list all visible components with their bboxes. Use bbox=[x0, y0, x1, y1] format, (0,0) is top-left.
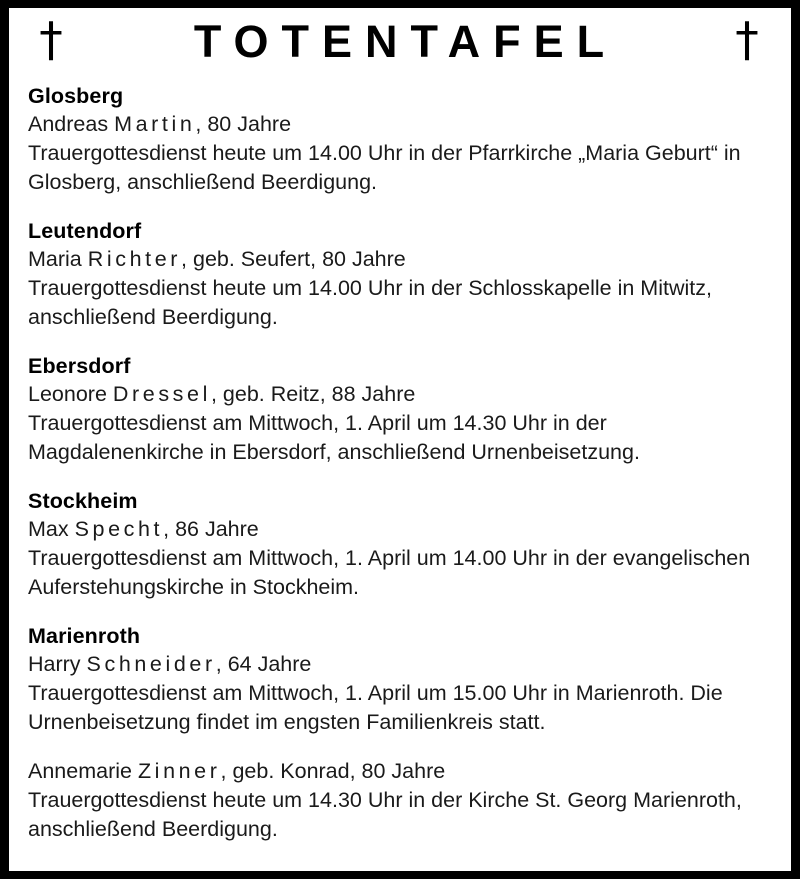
obituary-entries-list bbox=[9, 72, 791, 844]
obituary-entry bbox=[28, 352, 777, 467]
deceased-name-line bbox=[28, 245, 777, 274]
service-details: Trauergottesdienst heute um 14.30 Uhr in der Kirche St. Georg Marienroth, anschließend Beerdigung. bbox=[28, 788, 742, 841]
deceased-first-name: Andreas bbox=[28, 112, 115, 136]
obituary-entry bbox=[28, 622, 777, 844]
deceased-age-and-birthname: , geb. Seufert, 80 Jahre bbox=[181, 247, 406, 271]
notice-sheet bbox=[9, 8, 791, 871]
entry-place-heading: Leutendorf bbox=[28, 219, 142, 243]
deceased-surname: Richter bbox=[87, 247, 182, 271]
deceased-age-and-birthname: , 86 Jahre bbox=[163, 517, 259, 541]
service-details: Trauergottesdienst heute um 14.00 Uhr in der Schlosskapelle in Mitwitz, anschließend Beerdigung. bbox=[28, 276, 712, 329]
deceased-age-and-birthname: , 64 Jahre bbox=[215, 652, 312, 676]
service-details: Trauergottesdienst heute um 14.00 Uhr in der Pfarrkirche „Maria Geburt“ in Glosberg, anschließend Beerdigung. bbox=[28, 141, 741, 194]
death-notice bbox=[28, 245, 777, 332]
deceased-name-line bbox=[28, 380, 777, 409]
death-notice bbox=[28, 380, 777, 467]
deceased-first-name: Harry bbox=[28, 652, 87, 676]
service-details: Trauergottesdienst am Mittwoch, 1. April um 15.00 Uhr in Marienroth. Die Urnenbeisetzung findet im engsten Familienkreis statt. bbox=[28, 681, 723, 734]
deceased-age-and-birthname: , geb. Konrad, 80 Jahre bbox=[220, 759, 446, 783]
deceased-name-line bbox=[28, 757, 777, 786]
death-notice bbox=[28, 110, 777, 197]
deceased-age-and-birthname: , geb. Reitz, 88 Jahre bbox=[210, 382, 416, 406]
entry-place-heading: Stockheim bbox=[28, 489, 138, 513]
deceased-first-name: Max bbox=[28, 517, 75, 541]
masthead bbox=[9, 8, 791, 72]
deceased-name-line bbox=[28, 515, 777, 544]
deceased-first-name: Maria bbox=[28, 247, 88, 271]
deceased-first-name: Annemarie bbox=[28, 759, 138, 783]
cross-icon-right: † bbox=[735, 12, 759, 68]
service-details: Trauergottesdienst am Mittwoch, 1. April um 14.00 Uhr in der evangelischen Auferstehungskirche in Stockheim. bbox=[28, 546, 751, 599]
page-title: TOTENTAFEL bbox=[193, 15, 618, 67]
deceased-first-name: Leonore bbox=[28, 382, 113, 406]
entry-place-heading: Glosberg bbox=[28, 84, 124, 108]
death-notice bbox=[28, 650, 777, 737]
death-notice bbox=[28, 757, 777, 844]
obituary-entry bbox=[28, 487, 777, 602]
entry-place-heading: Marienroth bbox=[28, 624, 141, 648]
deceased-surname: Martin bbox=[114, 112, 196, 136]
death-notice bbox=[28, 515, 777, 602]
deceased-surname: Dressel bbox=[112, 382, 211, 406]
deceased-surname: Zinner bbox=[137, 759, 221, 783]
obituary-entry bbox=[28, 82, 777, 197]
deceased-name-line bbox=[28, 650, 777, 679]
obituary-entry bbox=[28, 217, 777, 332]
deceased-surname: Specht bbox=[74, 517, 164, 541]
deceased-name-line bbox=[28, 110, 777, 139]
service-details: Trauergottesdienst am Mittwoch, 1. April um 14.30 Uhr in der Magdalenenkirche in Ebersdorf, anschließend Urnenbeisetzung. bbox=[28, 411, 640, 464]
entry-place-heading: Ebersdorf bbox=[28, 354, 131, 378]
cross-icon-left: † bbox=[39, 12, 63, 68]
deceased-surname: Schneider bbox=[86, 652, 216, 676]
deceased-age-and-birthname: , 80 Jahre bbox=[195, 112, 292, 136]
